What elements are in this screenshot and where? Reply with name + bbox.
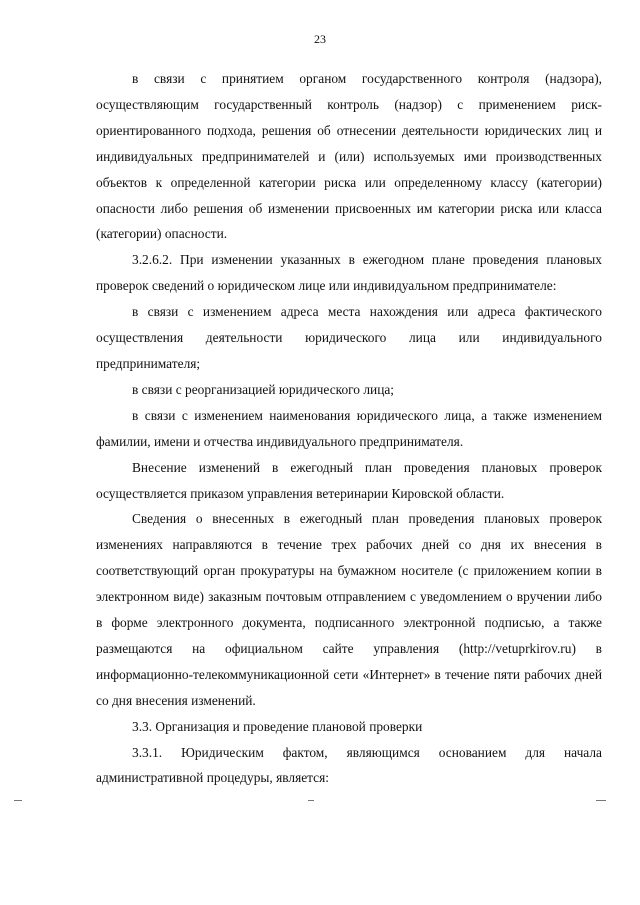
paragraph-3-3-1: 3.3.1. Юридическим фактом, являющимся основанием для начала административной процедуры, является: bbox=[96, 744, 602, 786]
paragraph-plan-amendment: Внесение изменений в ежегодный план проведения плановых проверок осуществляется приказом управления ветеринарии Кировской области. bbox=[96, 459, 602, 501]
page-number: 23 bbox=[314, 32, 326, 46]
paragraph-notification: Сведения о внесенных в ежегодный план проведения плановых проверок изменениях направляются в течение трех рабочих дней со дня их внесения в соответствующий орган прокуратуры на бумажном носителе (с приложением копии в электронном виде) заказным почтовым отправлением с уведомлением о вручении либо в форме электронного документа, подписанного электронной подписью, а также размещаются на официальном сайте управления (http://vetuprkirov.ru) в информационно-телекоммуникационной сети «Интернет» в течение пяти рабочих дней со дня внесения изменений. bbox=[96, 511, 602, 708]
paragraph-risk-category: в связи с принятием органом государственного контроля (надзора), осуществляющим государственный контроль (надзор) с применением риск-ориентированного подхода, решения об отнесении деятельности юридических лиц и индивидуальных предпринимателей и (или) используемых ими производственных объектов к определенной категории риска или определенному классу (категории) опасности либо решения об изменении присвоенных им категории риска или класса (категории) опасности. bbox=[96, 71, 602, 242]
scan-artifact-left bbox=[14, 800, 22, 801]
scan-artifact-right bbox=[596, 800, 606, 801]
paragraph-name-change: в связи с изменением наименования юридического лица, а также изменением фамилии, имени и отчества индивидуального предпринимателя. bbox=[96, 407, 602, 449]
paragraph-3-2-6-2: 3.2.6.2. При изменении указанных в ежегодном плане проведения плановых проверок сведений о юридическом лице или индивидуальном предпринимателе: bbox=[96, 252, 602, 294]
scan-artifact-mid bbox=[308, 800, 314, 801]
document-body bbox=[96, 66, 602, 791]
paragraph-address-change: в связи с изменением адреса места нахождения или адреса фактического осуществления деятельности юридического лица или индивидуального предпринимателя; bbox=[96, 304, 602, 371]
paragraph-reorganization: в связи с реорганизацией юридического лица; bbox=[132, 381, 395, 397]
section-heading-3-3: 3.3. Организация и проведение плановой проверки bbox=[132, 718, 423, 734]
